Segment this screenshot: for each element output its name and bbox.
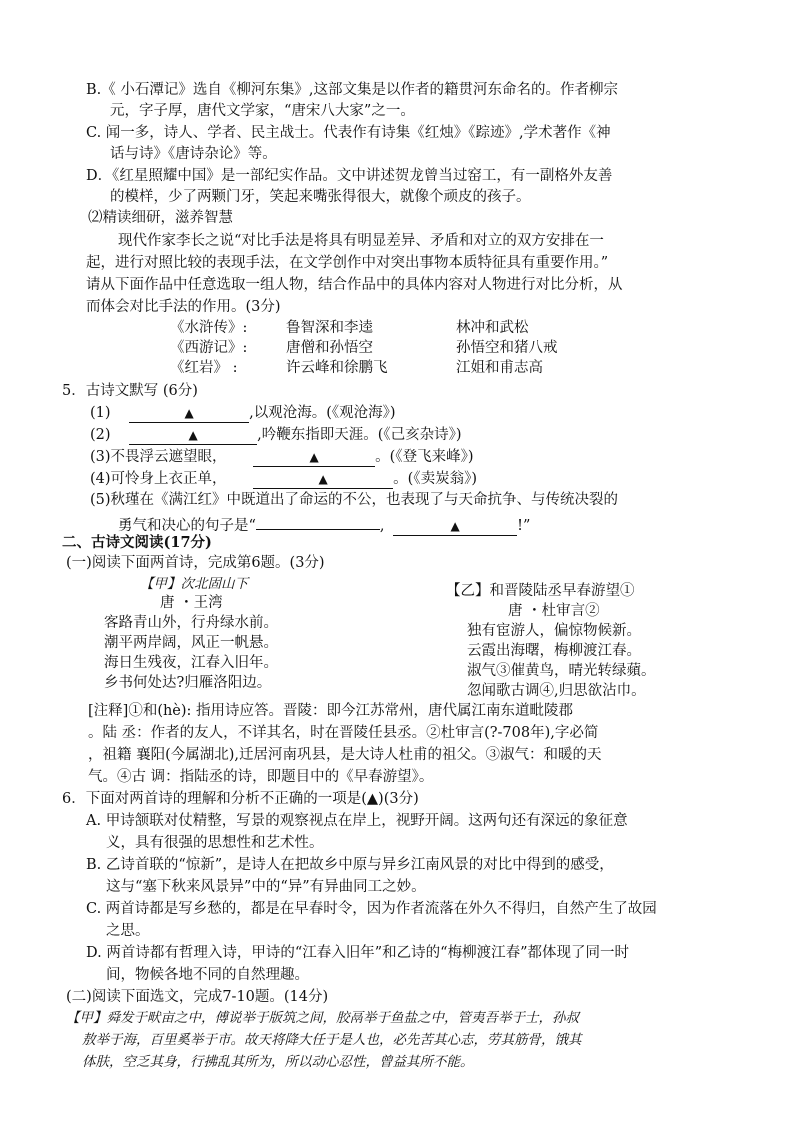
q4-2-para-line2: 起，进行对照比较的表现手法，在文学创作中对突出事物本质特征具有重要作用。”	[86, 255, 609, 271]
section-2-sub1: (一)阅读下面两首诗，完成第6题。(3分)	[66, 555, 325, 571]
source-text: 。(《登飞来峰》)	[375, 449, 474, 465]
poem-yi-line: 云霞出海曙，梅柳渡江春。	[467, 643, 641, 659]
answer-blank[interactable]	[256, 512, 380, 530]
item-label: (1)	[90, 405, 111, 421]
character-pair: 江姐和甫志高	[456, 360, 543, 376]
q6-option-d-line1: D. 两首诗都有哲理入诗，甲诗的“江春入旧年”和乙诗的“梅柳渡江春”都体现了同一时	[86, 945, 629, 961]
q5-item1	[90, 403, 396, 423]
q5-item2	[90, 425, 462, 445]
poem-yi-line: 忽闻歌古调④,归思欲沾巾。	[467, 683, 646, 699]
book-name: 《西游记》:	[170, 340, 248, 356]
source-text: 。(《卖炭翁》)	[393, 471, 477, 487]
source-text: ,以观沧海。(《观沧海》)	[249, 405, 396, 421]
triangle-marker: ▲	[184, 406, 194, 420]
q6-option-b-line2: 这与“塞下秋来风景异”中的“异”有异曲同工之妙。	[106, 879, 426, 895]
part2-heading: (二)阅读下面选文，完成7-10题。(14分)	[66, 989, 329, 1005]
book-name: 《水浒传》:	[170, 320, 248, 336]
part2-text-line2: 敖举于海，百里奚举于市。故天将降大任于是人也，必先苦其心志，劳其筋骨，饿其	[82, 1032, 582, 1048]
part2-text-line3: 体肤，空乏其身，行拂乱其所为，所以动心忍性，曾益其所不能。	[82, 1054, 474, 1070]
q4-2-heading: ⑵精读细研，滋养智慧	[88, 210, 233, 226]
answer-blank[interactable]	[393, 518, 517, 536]
poem-yi-line: 独有宦游人，偏惊物候新。	[467, 623, 641, 639]
poem-jia-title: 【甲】次北固山下	[140, 576, 248, 592]
prompt-text: (3)不畏浮云遮望眼，	[90, 449, 227, 465]
q4-2-para-line3: 请从下面作品中任意选取一组人物，结合作品中的具体内容对人物进行对比分析，从	[86, 277, 623, 293]
option-c-line2: 话与诗》《唐诗杂论》等。	[110, 146, 277, 162]
triangle-marker: ▲	[450, 519, 460, 533]
poem-jia-line: 乡书何处达?归雁洛阳边。	[104, 675, 272, 691]
prompt-text: (4)可怜身上衣正单，	[90, 471, 227, 487]
character-pair: 鲁智深和李逵	[286, 320, 373, 336]
poem-jia-line: 客路青山外，行舟绿水前。	[104, 615, 278, 631]
character-pair: 许云峰和徐鹏飞	[286, 360, 388, 376]
book-name: 《红岩》 :	[170, 360, 238, 376]
answer-blank[interactable]	[253, 471, 393, 489]
q6-option-d-line2: 间，物候各地不同的自然理趣。	[106, 967, 309, 983]
q5-title: 5．古诗文默写 (6分)	[62, 383, 198, 399]
triangle-marker: ▲	[188, 428, 198, 442]
option-c-line1: C. 闻一多，诗人、学者、民主战士。代表作有诗集《红烛》《踪迹》,学术著作《神	[86, 125, 611, 141]
poem-yi-title: 【乙】和晋陵陆丞早春游望①	[446, 583, 635, 599]
closing-text: !”	[517, 518, 531, 534]
answer-blank[interactable]	[253, 449, 375, 467]
option-b-line2: 元，字子厚，唐代文学家，“唐宋八大家”之一。	[110, 103, 415, 119]
character-pair: 林冲和武松	[456, 320, 529, 336]
character-pair: 唐僧和孙悟空	[286, 340, 373, 356]
q6-option-c-line2: 之思。	[106, 923, 150, 939]
notes-line1: [注释]①和(hè): 指用诗应答。晋陵：即今江苏常州，唐代属江南东道毗陵郡	[88, 703, 574, 719]
poem-jia-author: 唐 ・王湾	[160, 595, 223, 611]
notes-line2: 。陆 丞：作者的友人，不详其名，时在晋陵任县丞。②杜审言(?-708年),字必简	[88, 725, 599, 741]
option-b-line1: B.《 小石潭记》选自《柳河东集》,这部文集是以作者的籍贯河东命名的。作者柳宗	[86, 82, 618, 98]
q6-stem: 6．下面对两首诗的理解和分析不正确的一项是(▲)(3分)	[62, 791, 419, 807]
q6-option-a-line2: 义，具有很强的思想性和艺术性。	[106, 835, 324, 851]
character-pair: 孙悟空和猪八戒	[456, 340, 558, 356]
poem-yi-author: 唐 ・杜审言②	[508, 603, 600, 619]
q6-option-c-line1: C. 两首诗都是写乡愁的，都是在早春时令，因为作者流落在外久不得归，自然产生了故园	[86, 901, 657, 917]
comma: ,	[379, 518, 385, 534]
poem-jia-line: 潮平两岸阔，风正一帆悬。	[104, 635, 278, 651]
source-text: ,吟鞭东指即天涯。(《己亥杂诗》)	[257, 427, 462, 443]
poem-yi-line: 淑气③催黄鸟，晴光转绿蘋。	[467, 663, 656, 679]
q4-2-para-line1: 现代作家李长之说“对比手法是将具有明显差异、矛盾和对立的双方安排在一	[118, 233, 604, 249]
triangle-marker: ▲	[318, 472, 328, 486]
notes-line3: ，祖籍 襄阳(今属湖北),迁居河南巩县，是大诗人杜甫的祖父。③淑气：和暖的天	[88, 747, 602, 763]
q6-option-a-line1: A. 甲诗颔联对仗精整，写景的观察视点在岸上，视野开阔。这两句还有深远的象征意	[86, 813, 628, 829]
q5-item5-line1: (5)秋瑾在《满江红》中既道出了命运的不公，也表现了与天命抗争、与传统决裂的	[90, 492, 619, 508]
q6-option-b-line1: B. 乙诗首联的“惊新”，是诗人在把故乡中原与异乡江南风景的对比中得到的感受，	[86, 857, 614, 873]
q4-2-para-line4: 而体会对比手法的作用。(3分)	[86, 299, 281, 315]
item-label: (2)	[90, 427, 111, 443]
notes-line4: 气。④古 调：指陆丞的诗，即题目中的《早春游望》。	[88, 769, 434, 785]
part2-text-line1: 【甲】舜发于畎亩之中，傅说举于版筑之间，胶鬲举于鱼盐之中，管夷吾举于士，孙叔	[66, 1010, 579, 1026]
option-d-line2: 的模样，少了两颗门牙，笑起来嘴张得很大，就像个顽皮的孩子。	[110, 189, 531, 205]
triangle-marker: ▲	[309, 450, 319, 464]
poem-jia-line: 海日生残夜，江春入旧年。	[104, 655, 278, 671]
q5-item3	[90, 447, 473, 467]
section-2-title: 二、古诗文阅读(17分)	[62, 534, 212, 551]
option-d-line1: D．《红星照耀中国》是一部纪实作品。文中讲述贺龙曾当过窑工，有一副格外友善	[86, 168, 613, 184]
q5-item4	[90, 469, 477, 489]
answer-blank[interactable]	[129, 427, 257, 445]
prompt-text: 勇气和决心的句子是“	[118, 518, 256, 534]
answer-blank[interactable]	[129, 405, 249, 423]
